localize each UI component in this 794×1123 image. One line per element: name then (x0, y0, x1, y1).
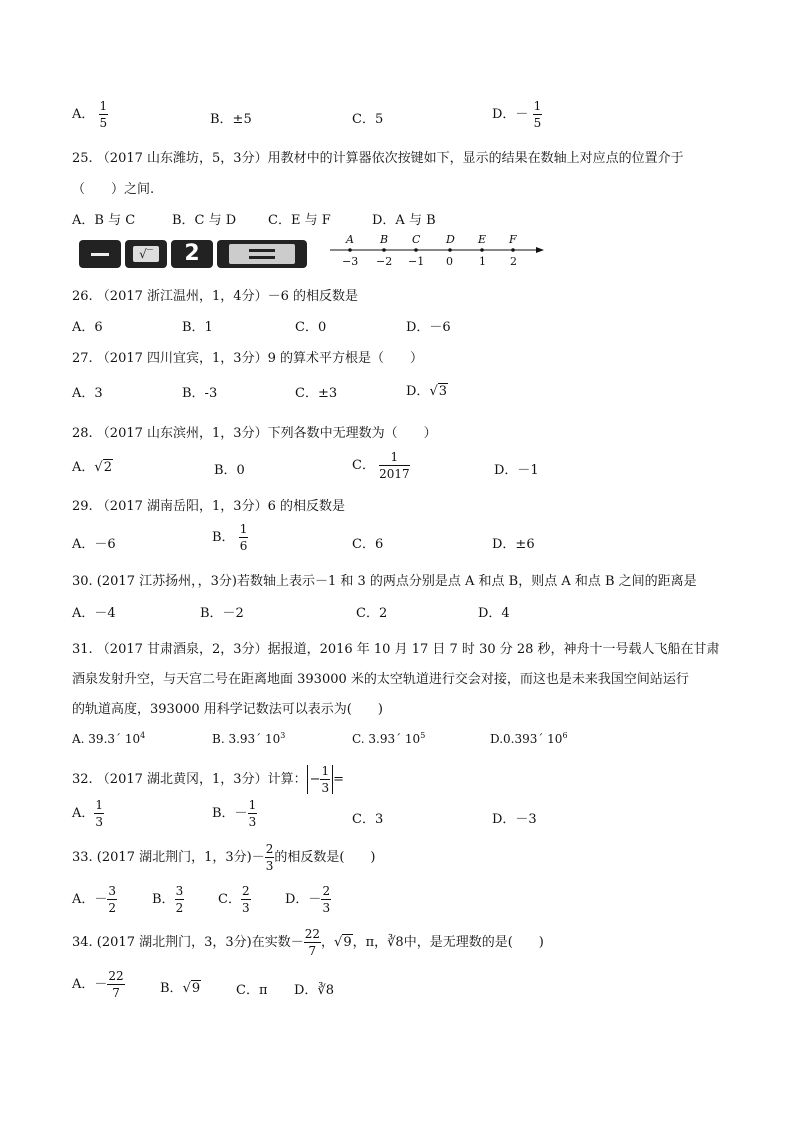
q26-stem: 26. （2017 浙江温州，1，4分）－6 的相反数是 (72, 289, 358, 304)
q25-option-d: D．A 与 B (372, 213, 436, 228)
fraction: $\frac{1}{2017}$ (379, 450, 410, 481)
fraction: $\frac{1}{6}$ (239, 522, 248, 553)
axis-number: −1 (408, 255, 425, 268)
q25-option-c: C．E 与 F (268, 213, 331, 228)
q33-option-d: D．－ $\frac{2}{3}$ (285, 884, 331, 915)
q29-option-c: C．6 (352, 537, 384, 552)
digit-key: 2 (171, 240, 213, 268)
axis-letter: F (509, 233, 517, 246)
axis-number: −2 (376, 255, 393, 268)
q24-option-b: B．±5 (210, 112, 252, 127)
q25-option-b: B．C 与 D (172, 213, 237, 228)
axis-letter: D (446, 233, 455, 246)
q26-option-d: D．－6 (406, 320, 451, 335)
q26-option-b: B．1 (182, 320, 213, 335)
q30-option-d: D．4 (478, 606, 510, 621)
fraction: $\frac{1}{3}$ (248, 798, 257, 829)
q28-option-d: D．－1 (494, 463, 539, 478)
axis-letter: C (412, 233, 421, 246)
sqrt: √3 (429, 384, 448, 399)
minus-key (79, 240, 121, 268)
q34-stem: 34. (2017 湖北荆门，3，3分)在实数－ $\frac{22}{7}$ ，√9，π，∛8中，是无理数的是( ) (72, 927, 544, 958)
q34-option-b: B．√9 (160, 981, 201, 996)
q25-option-a: A．B 与 C (72, 213, 136, 228)
axis-number: −3 (342, 255, 359, 268)
q26-option-a: A．6 (72, 320, 103, 335)
q28-option-b: B．0 (214, 463, 245, 478)
q32-stem: 32. （2017 湖北黄冈，1，3分）计算： − $\frac{1}{3}$ = (72, 764, 345, 795)
fraction: $\frac{3}{2}$ (108, 884, 117, 915)
fraction: $\frac{22}{7}$ (108, 969, 124, 1000)
q33-option-c: C． $\frac{2}{3}$ (218, 884, 250, 915)
q34-option-a: A．－ $\frac{22}{7}$ (72, 969, 124, 1000)
q31-stem-line3: 的轨道高度，393000 用科学记数法可以表示为( ) (72, 702, 383, 717)
q30-option-c: C．2 (356, 606, 388, 621)
q34-option-c: C．π (236, 983, 268, 998)
q25-stem-line1: 25. （2017 山东潍坊，5，3分）用教材中的计算器依次按键如下，显示的结果在数轴上对应点的位置介于 (72, 151, 684, 166)
fraction: $\frac{1}{3}$ (95, 798, 104, 829)
q29-option-d: D．±6 (492, 537, 535, 552)
fraction: $\frac{22}{7}$ (304, 927, 320, 958)
q28-option-c: C． $\frac{1}{2017}$ (352, 450, 410, 481)
fraction: $\frac{1}{5}$ (533, 99, 542, 130)
q30-option-b: B．－2 (200, 606, 244, 621)
q31-option-c: C. 3.93´ $10^5$ (352, 731, 426, 746)
fraction: $\frac{2}{3}$ (322, 884, 331, 915)
q31-option-a: A. 39.3´ $10^4$ (72, 731, 146, 746)
axis-letter: E (478, 233, 487, 246)
q29-option-b: B． $\frac{1}{6}$ (212, 522, 248, 553)
q32-option-c: C．3 (352, 812, 384, 827)
sqrt: √9 (182, 981, 201, 996)
fraction: $\frac{3}{2}$ (175, 884, 184, 915)
q28-option-a: A．√2 (72, 460, 112, 475)
fraction: $\frac{2}{3}$ (265, 842, 274, 873)
q27-stem: 27. （2017 四川宜宾，1，3分）9 的算术平方根是（ ） (72, 351, 423, 366)
q30-stem: 30. (2017 江苏扬州，，3分)若数轴上表示－1 和 3 的两点分别是点 A 和点 B，则点 A 和点 B 之间的距离是 (72, 574, 697, 589)
fraction: $\frac{1}{5}$ (99, 99, 108, 130)
equals-key (217, 240, 307, 268)
axis-number: 2 (510, 255, 517, 268)
q32-option-b: B．－ $\frac{1}{3}$ (212, 798, 257, 829)
q27-option-a: A．3 (72, 386, 103, 401)
q24-option-d: D．－ $\frac{1}{5}$ (492, 99, 542, 130)
absolute-value: − $\frac{1}{3}$ (307, 765, 334, 794)
sqrt: √2 (94, 460, 112, 475)
q24-option-a: A． $\frac{1}{5}$ (72, 99, 108, 130)
q32-option-a: A． $\frac{1}{3}$ (72, 798, 104, 829)
calculator-keys (79, 240, 309, 268)
q27-option-d: D．√3 (406, 384, 448, 399)
axis-number: 0 (446, 255, 453, 268)
number-line (330, 233, 544, 273)
fraction: $\frac{1}{3}$ (321, 764, 330, 795)
q30-option-a: A．－4 (72, 606, 116, 621)
fraction: $\frac{2}{3}$ (241, 884, 250, 915)
q27-option-c: C．±3 (295, 386, 338, 401)
q33-option-a: A．－ $\frac{3}{2}$ (72, 884, 117, 915)
q25-stem-line2: （ ）之间. (72, 182, 155, 197)
q33-stem: 33. (2017 湖北荆门，1，3分)－ $\frac{2}{3}$ 的相反数是( ) (72, 842, 376, 873)
axis-letter: B (380, 233, 389, 246)
q29-option-a: A．－6 (72, 537, 116, 552)
q32-option-d: D．－3 (492, 812, 537, 827)
q26-option-c: C．0 (295, 320, 327, 335)
q31-option-b: B. 3.93´ $10^3$ (212, 731, 286, 746)
sqrt-key: √‾ (125, 240, 167, 268)
sqrt: √9 (334, 935, 352, 950)
q31-stem-line2: 酒泉发射升空，与天宫二号在距离地面 393000 米的太空轨道进行交会对接，而这也是未来我国空间站运行 (72, 672, 689, 687)
q31-stem-line1: 31. （2017 甘肃酒泉，2，3分）据报道，2016 年 10 月 17 日 7 时 30 分 28 秒，神舟十一号载人飞船在甘肃 (72, 642, 720, 657)
q34-option-d: D．∛8 (294, 983, 334, 998)
q24-option-c: C．5 (352, 112, 384, 127)
q27-option-b: B．-3 (182, 386, 218, 401)
axis-letter: A (346, 233, 354, 246)
q29-stem: 29. （2017 湖南岳阳，1，3分）6 的相反数是 (72, 499, 345, 514)
q33-option-b: B． $\frac{3}{2}$ (152, 884, 184, 915)
axis-number: 1 (479, 255, 486, 268)
q28-stem: 28. （2017 山东滨州，1，3分）下列各数中无理数为（ ） (72, 426, 437, 441)
q31-option-d: D.0.393´ $10^6$ (490, 731, 568, 746)
